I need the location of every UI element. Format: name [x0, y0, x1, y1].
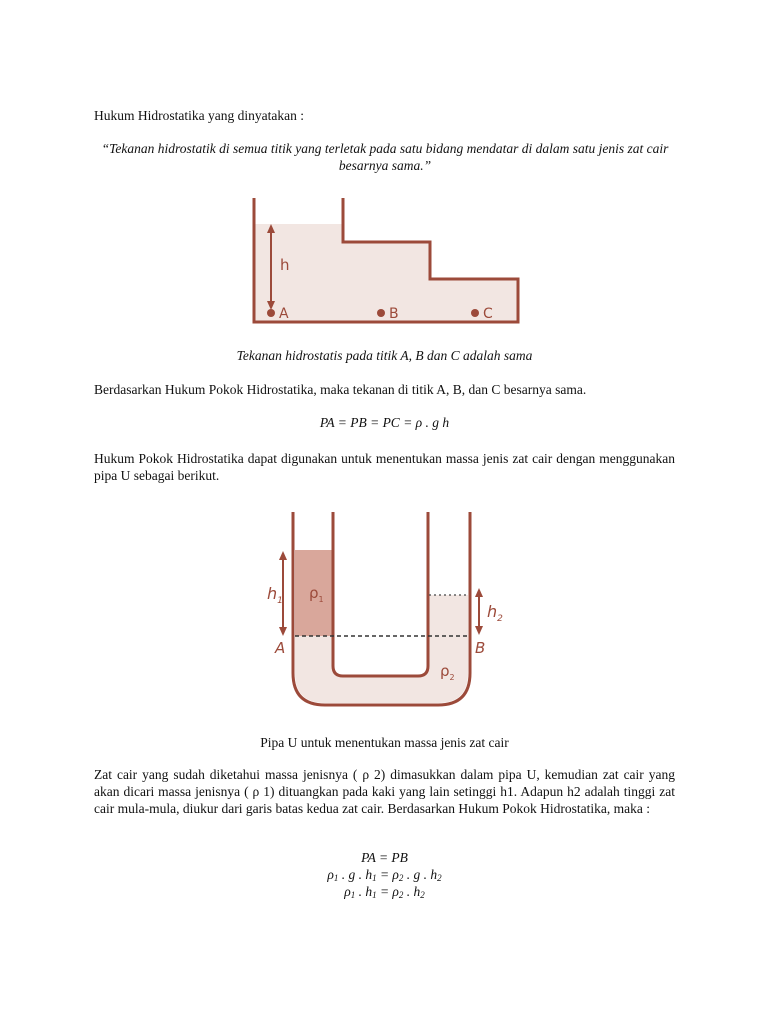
equation-rho-h: $\rho_1$ . $h_1 = \rho_2$ . $h_2$	[344, 884, 425, 900]
point-b-label: B	[475, 639, 486, 657]
point-b-label: B	[389, 306, 399, 322]
paragraph-pressure-equal: Berdasarkan Hukum Pokok Hidrostatika, maka tekanan di titik A, B, dan C besarnya sama.	[94, 382, 587, 397]
pressure-equation: PA = PB = PC = ρ . g h	[319, 415, 450, 430]
point-b	[377, 309, 385, 317]
hydrostatic-law-quote: “Tekanan hidrostatik di semua titik yang terletak pada satu bidang mendatar di dalam satu jenis zat cair besarnya sama.”	[101, 141, 669, 173]
h1-label: $h_1$	[267, 584, 283, 606]
point-a	[267, 309, 275, 317]
equation-rho-g-h: $\rho_1$ . g . $h_1 = \rho_2$ . g . $h_2$	[327, 867, 442, 883]
figure2-caption: Pipa U untuk menentukan massa jenis zat cair	[260, 735, 509, 750]
u-tube-figure	[260, 505, 510, 715]
rho1-label: $\rho_1$	[309, 584, 324, 604]
stepped-vessel-figure	[240, 190, 530, 330]
u-tube-inner-wall	[333, 512, 428, 676]
h2-arrow-head-bottom	[475, 626, 483, 635]
intro-text: Hukum Hidrostatika yang dinyatakan :	[94, 108, 304, 123]
figure1-caption: Tekanan hidrostatis pada titik A, B dan C adalah sama	[236, 348, 533, 363]
h1-arrow-head-bottom	[279, 627, 287, 636]
paragraph-u-tube-explanation: Zat cair yang sudah diketahui massa jenisnya ( ρ 2) dimasukkan dalam pipa U, kemudian zat cair yang akan dicari massa jenisnya ( ρ 1) dituangkan pada kaki yang lain setinggi h1. Adapun h2 adalah tinggi zat cair mula-mula, diukur dari garis batas kedua zat cair. Berdasarkan Hukum Pokok Hidrostatika, maka :	[94, 767, 675, 816]
height-label: h	[280, 256, 290, 274]
point-a-label: A	[279, 306, 289, 322]
h2-arrow-head-top	[475, 588, 483, 597]
vessel-liquid	[254, 224, 518, 322]
point-c-label: C	[483, 306, 493, 322]
rho2-label: $\rho_2$	[440, 662, 455, 682]
h1-arrow-head-top	[279, 551, 287, 560]
paragraph-u-tube-intro: Hukum Pokok Hidrostatika dapat digunakan untuk menentukan massa jenis zat cair dengan menggunakan pipa U sebagai berikut.	[94, 451, 675, 483]
point-c	[471, 309, 479, 317]
point-a-label: A	[275, 639, 286, 657]
h2-label: $h_2$	[487, 602, 503, 624]
equation-pa-pb: PA = PB	[361, 850, 408, 865]
